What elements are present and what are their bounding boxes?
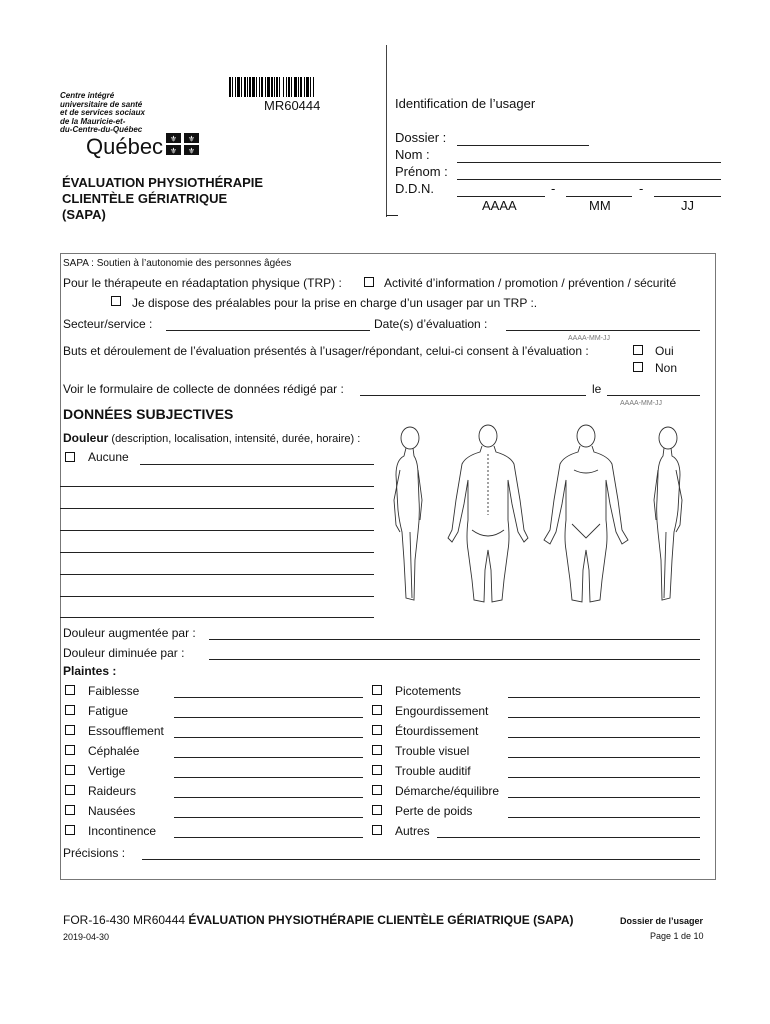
ddn-year-field[interactable]	[457, 196, 545, 197]
plainte-checkbox[interactable]	[372, 805, 382, 815]
plainte-label: Essoufflement	[88, 724, 164, 738]
footer-form-title: ÉVALUATION PHYSIOTHÉRAPIE CLIENTÈLE GÉRIATRIQUE (SAPA)	[188, 913, 574, 927]
dates-format-hint: AAAA-MM-JJ	[568, 335, 610, 342]
collecte-date-field[interactable]	[607, 395, 700, 396]
svg-text:⚜: ⚜	[187, 146, 196, 155]
plainte-field[interactable]	[174, 777, 363, 778]
douleur-line[interactable]	[60, 574, 374, 575]
sapa-note: SAPA : Soutien à l’autonomie des personnes âgées	[63, 258, 292, 269]
douleur-description: (description, localisation, intensité, durée, horaire) :	[108, 433, 361, 445]
plainte-field[interactable]	[508, 817, 700, 818]
plainte-field[interactable]	[174, 717, 363, 718]
collecte-le-label: le	[592, 382, 602, 396]
plainte-checkbox[interactable]	[65, 765, 75, 775]
quebec-flag-icon	[166, 133, 199, 155]
body-back-view	[448, 425, 528, 602]
plainte-label: Faiblesse	[88, 684, 140, 698]
consent-non-label: Non	[655, 361, 678, 375]
barcode	[229, 77, 361, 97]
trp-activity-checkbox[interactable]	[364, 277, 374, 287]
barcode-number: MR60444	[264, 98, 321, 113]
identification-bottom-line	[386, 215, 398, 216]
douleur-augmentee-field[interactable]	[209, 639, 700, 640]
dates-label: Date(s) d’évaluation :	[374, 317, 488, 331]
plainte-label: Démarche/équilibre	[395, 784, 500, 798]
plainte-field[interactable]	[508, 717, 700, 718]
plainte-field[interactable]	[174, 697, 363, 698]
plainte-field[interactable]	[174, 757, 363, 758]
footer-title	[63, 913, 574, 927]
plainte-checkbox[interactable]	[372, 725, 382, 735]
plainte-field[interactable]	[437, 837, 700, 838]
prenom-label: Prénom :	[395, 164, 448, 179]
ddn-dash-2: -	[639, 181, 644, 196]
plaintes-heading: Plaintes :	[63, 664, 117, 678]
plainte-field[interactable]	[508, 757, 700, 758]
douleur-line[interactable]	[60, 530, 374, 531]
secteur-label: Secteur/service :	[63, 317, 153, 331]
prenom-field[interactable]	[457, 179, 721, 180]
douleur-aucune-checkbox[interactable]	[65, 452, 75, 462]
body-chart-diagram[interactable]	[382, 420, 704, 610]
nom-label: Nom :	[395, 147, 430, 162]
ddn-day-field[interactable]	[654, 196, 721, 197]
trp-option-prerequisites: Je dispose des préalables pour la prise en charge d’un usager par un TRP :.	[132, 296, 538, 310]
ddn-mm: MM	[589, 198, 611, 213]
douleur-line[interactable]	[60, 508, 374, 509]
plainte-label: Raideurs	[88, 784, 137, 798]
collecte-label: Voir le formulaire de collecte de données rédigé par :	[63, 382, 344, 396]
secteur-field[interactable]	[166, 330, 370, 331]
plainte-field[interactable]	[508, 737, 700, 738]
plainte-label: Autres	[395, 824, 430, 838]
plainte-label: Engourdissement	[395, 704, 489, 718]
plainte-checkbox[interactable]	[65, 725, 75, 735]
plainte-checkbox[interactable]	[372, 785, 382, 795]
plainte-label: Picotements	[395, 684, 462, 698]
consent-oui-label: Oui	[655, 344, 674, 358]
plainte-label: Vertige	[88, 764, 126, 778]
precisions-label: Précisions :	[63, 846, 126, 860]
plainte-field[interactable]	[174, 837, 363, 838]
consent-non-checkbox[interactable]	[633, 362, 643, 372]
douleur-label: Douleur	[63, 431, 109, 445]
trp-option-activity: Activité d’information / promotion / prévention / sécurité	[384, 276, 677, 290]
logo-block	[60, 92, 145, 135]
plainte-field[interactable]	[174, 817, 363, 818]
plainte-label: Étourdissement	[395, 724, 479, 738]
plainte-checkbox[interactable]	[372, 705, 382, 715]
nom-field[interactable]	[457, 162, 721, 163]
plainte-checkbox[interactable]	[65, 825, 75, 835]
ddn-dash-1: -	[551, 181, 556, 196]
trp-prerequisites-checkbox[interactable]	[111, 296, 121, 306]
plainte-checkbox[interactable]	[372, 765, 382, 775]
ddn-month-field[interactable]	[566, 196, 632, 197]
dates-field[interactable]	[506, 330, 700, 331]
form-title: ÉVALUATION PHYSIOTHÉRAPIE CLIENTÈLE GÉRIATRIQUE (SAPA)	[62, 175, 264, 222]
plainte-field[interactable]	[508, 797, 700, 798]
plainte-label: Fatigue	[88, 704, 129, 718]
identification-title: Identification de l’usager	[395, 96, 536, 111]
plainte-label: Incontinence	[88, 824, 157, 838]
plainte-checkbox[interactable]	[372, 825, 382, 835]
plainte-checkbox[interactable]	[65, 745, 75, 755]
footer-form-code: FOR-16-430 MR60444	[63, 913, 189, 927]
douleur-heading	[63, 431, 360, 446]
ddn-aaaa: AAAA	[482, 198, 517, 213]
body-side-view-right	[394, 427, 422, 600]
plainte-checkbox[interactable]	[372, 745, 382, 755]
douleur-line[interactable]	[60, 617, 374, 618]
plainte-field[interactable]	[508, 697, 700, 698]
douleur-line[interactable]	[60, 596, 374, 597]
plainte-field[interactable]	[174, 737, 363, 738]
footer-page-number: Page 1 de 10	[650, 931, 704, 941]
douleur-line[interactable]	[60, 552, 374, 553]
buts-label: Buts et déroulement de l’évaluation présentés à l’usager/répondant, celui-ci consent à l’évaluation :	[63, 344, 589, 358]
douleur-diminuee-label: Douleur diminuée par :	[63, 646, 185, 660]
footer-dossier: Dossier de l’usager	[620, 916, 704, 926]
plainte-checkbox[interactable]	[65, 805, 75, 815]
identification-divider	[386, 45, 387, 217]
collecte-date-hint: AAAA-MM-JJ	[620, 400, 662, 407]
body-front-view	[544, 425, 628, 602]
precisions-field[interactable]	[142, 859, 700, 860]
subjective-heading: DONNÉES SUBJECTIVES	[63, 406, 234, 422]
quebec-wordmark: Québec	[86, 134, 164, 159]
svg-text:⚜: ⚜	[187, 134, 196, 144]
svg-text:⚜: ⚜	[169, 134, 178, 144]
plainte-checkbox[interactable]	[65, 785, 75, 795]
ddn-jj: JJ	[681, 198, 694, 213]
plainte-label: Trouble visuel	[395, 744, 470, 758]
org-name: Centre intégré universitaire de santé et de services sociaux de la Mauricie-et- du-Centre-du-Québec	[60, 91, 145, 134]
trp-label: Pour le thérapeute en réadaptation physique (TRP) :	[63, 276, 342, 290]
plainte-label: Trouble auditif	[395, 764, 471, 778]
footer-date: 2019-04-30	[63, 932, 110, 942]
douleur-augmentee-label: Douleur augmentée par :	[63, 626, 196, 640]
consent-oui-checkbox[interactable]	[633, 345, 643, 355]
douleur-aucune-label: Aucune	[88, 450, 129, 464]
plainte-label: Perte de poids	[395, 804, 473, 818]
plainte-label: Céphalée	[88, 744, 140, 758]
douleur-aucune-field[interactable]	[140, 464, 374, 465]
plainte-label: Nausées	[88, 804, 136, 818]
dossier-field[interactable]	[457, 145, 589, 146]
plainte-checkbox[interactable]	[65, 685, 75, 695]
collecte-author-field[interactable]	[360, 395, 586, 396]
plainte-checkbox[interactable]	[372, 685, 382, 695]
svg-text:⚜: ⚜	[169, 146, 178, 155]
douleur-line[interactable]	[60, 486, 374, 487]
douleur-diminuee-field[interactable]	[209, 659, 700, 660]
plainte-field[interactable]	[174, 797, 363, 798]
dossier-label: Dossier :	[395, 130, 447, 145]
plainte-checkbox[interactable]	[65, 705, 75, 715]
ddn-label: D.D.N.	[395, 181, 434, 196]
body-side-view-left	[654, 427, 682, 600]
plainte-field[interactable]	[508, 777, 700, 778]
